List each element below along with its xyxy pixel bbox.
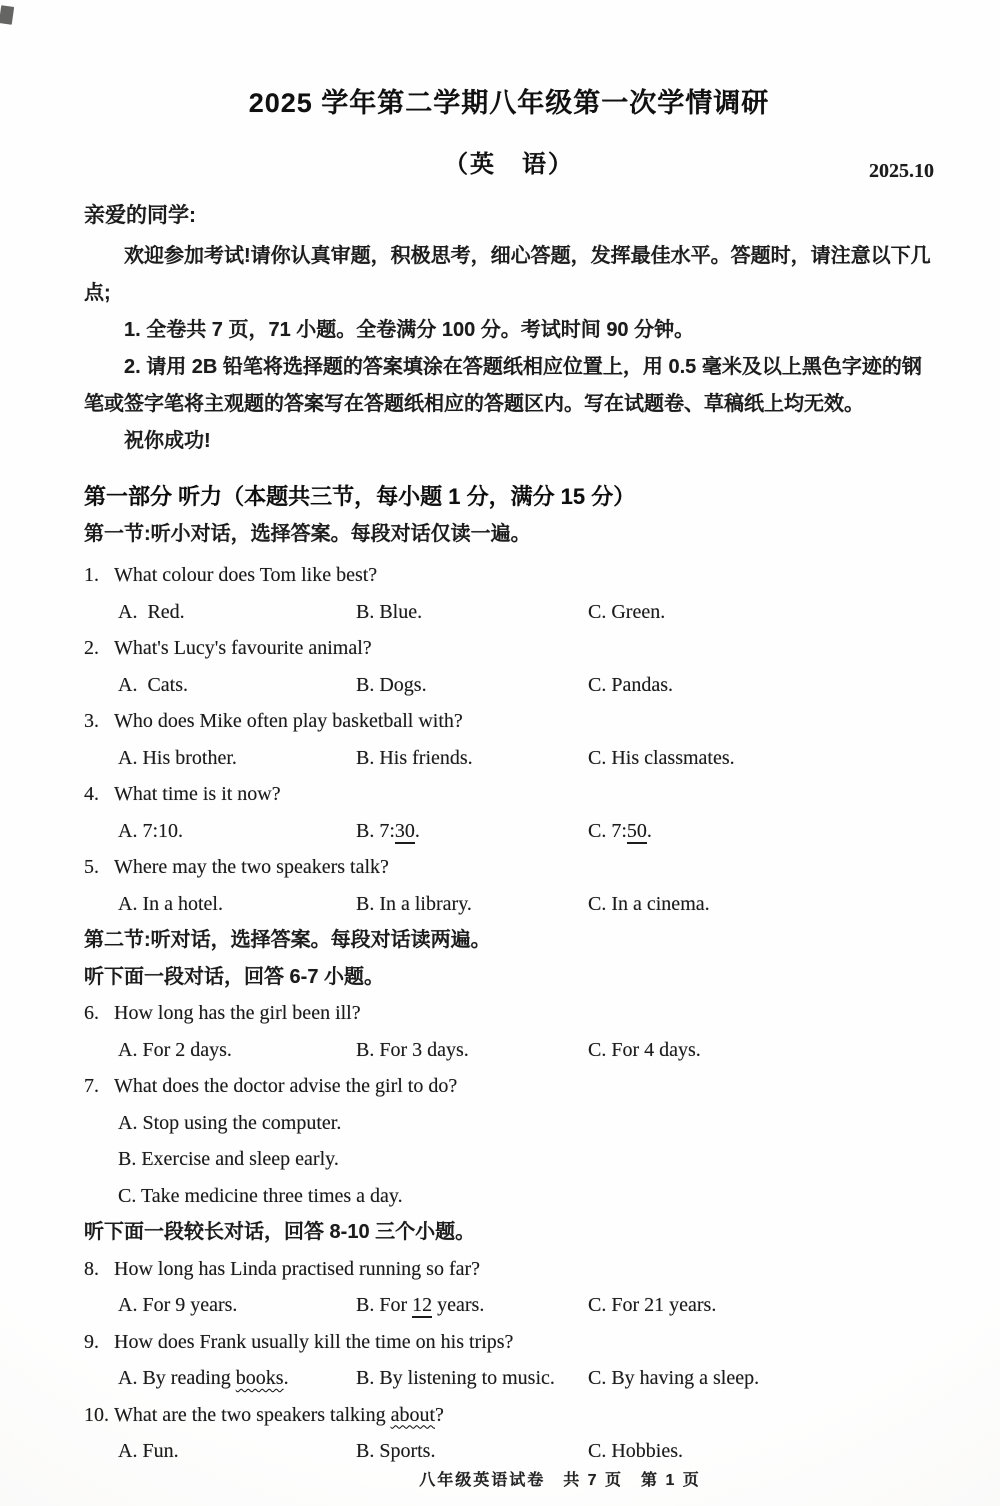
question-6 (84, 995, 934, 1032)
question-2-options (84, 667, 934, 704)
question-1 (84, 557, 934, 594)
page-footer: 八年级英语试卷 共 7 页 第 1 页 (419, 1472, 701, 1489)
greeting: 亲爱的同学: (84, 204, 196, 227)
option-b: B. For 3 days. (356, 1038, 469, 1061)
question-text: How does Frank usually kill the time on his trips? (114, 1330, 514, 1353)
question-number: 5. (84, 856, 99, 878)
subject-label: （英 语） (444, 151, 574, 178)
question-1-options (84, 594, 934, 631)
option-b: B. 7:30. (356, 819, 420, 842)
question-6-options (84, 1032, 934, 1069)
question-10-options (84, 1433, 934, 1470)
option-a: A. In a hotel. (118, 892, 223, 915)
option-c: C. For 21 years. (588, 1294, 717, 1316)
instruction-note-2: 2. 请用 2B 铅笔将选择题的答案填涂在答题纸相应位置上，用 0.5 毫米及以上黑色字迹的钢笔或签字笔将主观题的答案写在答题纸相应的答题区内。写在试题卷、草稿纸上均无效。 (84, 356, 922, 415)
option-b: B. His friends. (356, 746, 473, 769)
question-text: How long has Linda practised running so far? (114, 1257, 481, 1280)
question-text: What time is it now? (114, 783, 281, 805)
instruction-note-1: 1. 全卷共 7 页，71 小题。全卷满分 100 分。考试时间 90 分钟。 (124, 319, 695, 341)
question-9 (84, 1324, 934, 1361)
section2-heading: 第二节:听对话，选择答案。每段对话读两遍。 (84, 929, 491, 951)
option-a: A. Fun. (118, 1440, 179, 1462)
subject-row (84, 146, 934, 184)
option-a: A. Stop using the computer. (118, 1111, 342, 1134)
dialog-6-7-instruction: 听下面一段对话，回答 6-7 小题。 (84, 965, 385, 988)
question-text: How long has the girl been ill? (114, 1002, 361, 1024)
question-4 (84, 776, 934, 813)
option-b: B. Exercise and sleep early. (118, 1148, 339, 1170)
option-a: A. By reading books. (118, 1367, 289, 1389)
option-c: C. 7:50. (588, 819, 652, 842)
exam-date: 2025.10 (869, 160, 934, 182)
page-title: 2025 学年第二学期八年级第一次学情调研 (248, 88, 770, 118)
option-c: C. In a cinema. (588, 892, 710, 915)
option-b: B. Dogs. (356, 673, 427, 696)
option-c: C. His classmates. (588, 746, 735, 769)
option-c: C. Green. (588, 600, 666, 623)
option-a: A. For 2 days. (118, 1038, 232, 1061)
question-number: 3. (84, 710, 99, 732)
option-b: B. For 12 years. (356, 1294, 485, 1316)
question-8 (84, 1251, 934, 1288)
question-text: What's Lucy's favourite animal? (114, 637, 372, 659)
question-number: 4. (84, 783, 99, 805)
question-8-options (84, 1287, 934, 1324)
question-5 (84, 849, 934, 886)
scan-artifact (0, 5, 14, 25)
section1-heading: 第一节:听小对话，选择答案。每段对话仅读一遍。 (84, 523, 531, 545)
question-number: 2. (84, 637, 99, 659)
question-text: What does the doctor advise the girl to do? (114, 1075, 458, 1097)
welcome-paragraph: 欢迎参加考试!请你认真审题，积极思考，细心答题，发挥最佳水平。答题时，请注意以下几点; (84, 245, 931, 304)
option-b: B. Sports. (356, 1440, 436, 1462)
question-number: 6. (84, 1002, 99, 1024)
option-b: B. By listening to music. (356, 1367, 555, 1389)
option-a: A. Cats. (118, 673, 188, 696)
listening-questions (84, 557, 934, 1470)
option-b: B. Blue. (356, 600, 423, 623)
option-c: C. Pandas. (588, 673, 673, 696)
question-5-options (84, 886, 934, 923)
question-number: 7. (84, 1075, 99, 1097)
option-a: A. 7:10. (118, 819, 183, 842)
question-text: What are the two speakers talking about? (114, 1403, 444, 1426)
option-c: C. Take medicine three times a day. (118, 1184, 403, 1207)
option-a: A. His brother. (118, 746, 237, 769)
question-3-options (84, 740, 934, 777)
question-number: 1. (84, 564, 99, 586)
question-4-options (84, 813, 934, 850)
question-number: 9. (84, 1330, 99, 1353)
part1-heading: 第一部分 听力（本题共三节，每小题 1 分，满分 15 分） (84, 484, 636, 509)
question-2 (84, 630, 934, 667)
option-c: C. For 4 days. (588, 1038, 701, 1061)
question-number: 8. (84, 1257, 99, 1280)
question-3 (84, 703, 934, 740)
question-text: What colour does Tom like best? (114, 564, 378, 586)
option-b: B. In a library. (356, 892, 472, 915)
option-a: A. For 9 years. (118, 1294, 238, 1316)
question-7 (84, 1068, 934, 1105)
dialog-8-10-instruction: 听下面一段较长对话，回答 8-10 三个小题。 (84, 1221, 476, 1243)
question-7-options (84, 1105, 934, 1215)
question-text: Where may the two speakers talk? (114, 856, 389, 878)
option-c: C. Hobbies. (588, 1440, 683, 1462)
option-a: A. Red. (118, 600, 185, 623)
wish-line: 祝你成功! (124, 430, 211, 452)
option-c: C. By having a sleep. (588, 1367, 760, 1389)
question-9-options (84, 1360, 934, 1397)
question-10 (84, 1397, 934, 1434)
question-number: 10. (84, 1403, 109, 1426)
question-text: Who does Mike often play basketball with? (114, 710, 463, 732)
